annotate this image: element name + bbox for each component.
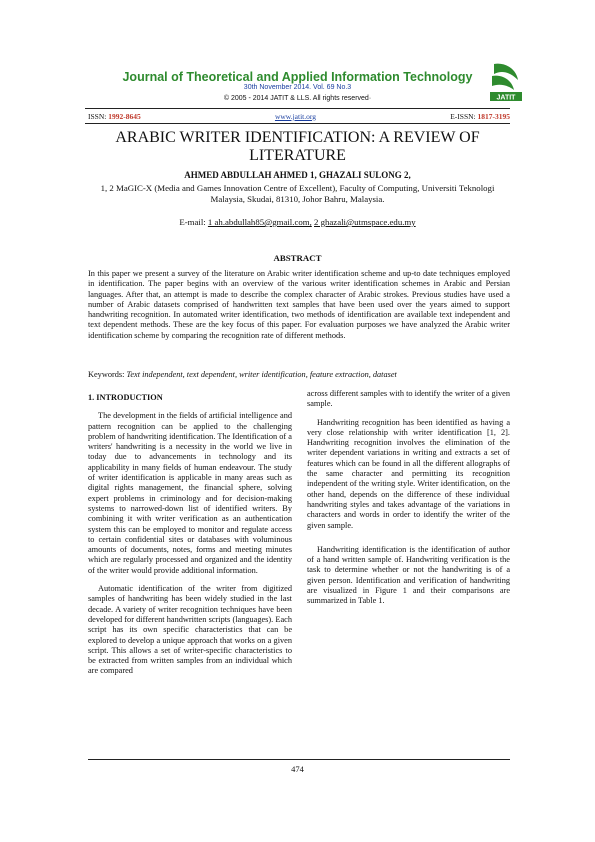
- affiliation: 1, 2 MaGIC-X (Media and Games Innovation Centre of Excellent), Faculty of Computing, Universiti Teknologi Malaysia, Skudai, 81310, Johor Bahru, Malaysia.: [100, 183, 495, 204]
- issn-row: [88, 112, 510, 121]
- paragraph: Handwriting recognition has been identified as having a very close relationship with writer identification [1, 2]. Handwriting recognition involves the elimination of the writer dependent variations in writing and extracts a set of features which can be found in all the different allographs of the same character and permitting its recognition independent of the writing style. Writer identification, on the other hand, depends on the difference of these individual handwriting styles and takes advantage of the variations in characters and words in order to identify the writer of the given sample.: [307, 417, 510, 530]
- copyright-line: © 2005 - 2014 JATIT & LLS. All rights reserved·: [223, 95, 372, 102]
- authors: AHMED ABDULLAH AHMED 1, GHAZALI SULONG 2,: [184, 170, 411, 180]
- email-link-1[interactable]: 1 ah.abdullah85@gmail.com,: [207, 217, 312, 227]
- paragraph: The development in the fields of artificial intelligence and pattern recognition can be applied to the challenging problem of handwriting identification. The Identification of a writers' handwriting is a necessity in the world we live in today due to advancements in technology and its applicability in many fields of human endeavour. The study of writer identification is applicable in many areas such as digital rights management, the financial sphere, solving expert problems in criminology and for decision-making systems to narrowed-down list of identified writers. By combining it with writer verification as an authentication system this can be employed to monitor and regulate access to certain confidential sites or databases with voluminous amounts of documents, notes, forms and meeting minutes which are regularly processed and organized and the identity of the writer would provide additional information.: [88, 411, 292, 575]
- right-column: [307, 389, 510, 615]
- paragraph: Automatic identification of the writer from digitized samples of handwriting has been widely studied in the last decade. A variety of writer recognition techniques have been developed for different handwritten scripts (languages). Each script has its own specific characteristics that can be explored to develop a unique approach that works on a given script. This allows a set of writer-specific characteristics to be extracted from written samples from an individual which are compared: [88, 584, 292, 676]
- section-heading: 1. INTRODUCTION: [88, 393, 163, 402]
- eissn: E-ISSN: 1817-3195: [450, 112, 510, 121]
- left-column: [88, 393, 292, 685]
- page-number: 474: [291, 764, 304, 774]
- paragraph: Handwriting identification is the identification of author of a hand written sample of. Handwriting verification is the task to determine whether or not the handwriting is of a given person. Identification and verification of handwriting are visualized in Figure 1 and their comparisons are summarized in Table 1.: [307, 544, 510, 606]
- logo-text: JATIT: [496, 94, 516, 102]
- journal-title: Journal of Theoretical and Applied Information Technology: [122, 70, 473, 84]
- paper-title: ARABIC WRITER IDENTIFICATION: A REVIEW OF LITERATURE: [115, 129, 480, 164]
- website-link[interactable]: www.jatit.org: [274, 112, 316, 121]
- footer-rule: [88, 759, 510, 760]
- abstract-heading: ABSTRACT: [273, 253, 322, 263]
- email-link-2[interactable]: 2 ghazali@utmspace.edu.my: [314, 217, 416, 227]
- email-line: E-mail: 1 ah.abdullah85@gmail.com, 2 ghazali@utmspace.edu.my: [179, 217, 416, 227]
- paragraph: across different samples with to identify the writer of a given sample.: [307, 389, 510, 409]
- issn: ISSN: 1992-8645: [88, 112, 141, 121]
- header-rule: [85, 108, 510, 109]
- abstract-text: In this paper we present a survey of the literature on Arabic writer identification scheme and up-to date techniques employed in identification. The paper begins with an overview of the various writer identification schemes in Arabic and Persian languages. After that, an attempt is made to describe the complex character of Arabic strokes. Previous studies have used a number of Arabic datasets comprised of handwritten text samples that have been used over the years aimed to support handwriting recognition. In automated writer identification, two methods of identification are available text independent and text dependent methods. These are the key focus of this paper. For evaluation purposes we have analyzed the Arabic writer identification scheme by comparing the recognition rate of different methods.: [88, 269, 510, 340]
- header-rule-bottom: [85, 123, 510, 124]
- jatit-logo-icon: [488, 60, 524, 104]
- keywords: Keywords: Text independent, text dependent, writer identification, feature extraction, dataset: [88, 370, 397, 379]
- issue-date: 30th November 2014. Vol. 69 No.3: [243, 84, 352, 91]
